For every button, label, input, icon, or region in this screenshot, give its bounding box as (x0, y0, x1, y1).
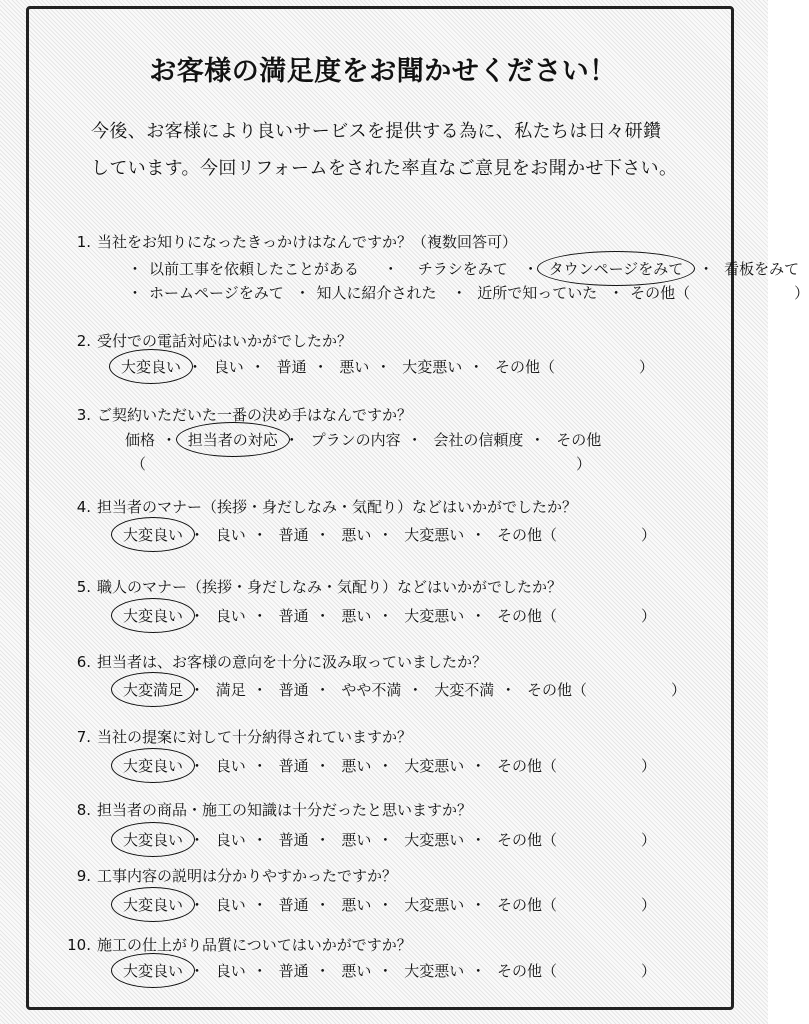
option-very-good[interactable]: 大変良い (119, 524, 187, 545)
question-10 (61, 934, 711, 955)
option-other[interactable]: その他（ (496, 831, 557, 849)
option-bad[interactable]: 悪い (339, 358, 370, 376)
option-previous-work[interactable]: 以前工事を依頼したことがある (149, 260, 360, 278)
option-other[interactable]: その他 (556, 431, 602, 449)
option-flyer[interactable]: チラシをみて (417, 260, 508, 278)
question-8 (69, 799, 719, 820)
option-very-bad[interactable]: 大変悪い (404, 896, 465, 914)
question-text: 当社の提案に対して十分納得されていますか？ (97, 728, 413, 746)
question-number: 5. (76, 578, 91, 596)
option-satisfied[interactable]: 満足 (215, 681, 246, 699)
question-6-options: 大変満足 ・ 満足 ・ 普通 ・ やや不満 ・ 大変不満 ・ その他（ ） (119, 679, 686, 700)
paren-close: ） (794, 284, 809, 302)
option-other[interactable]: その他（ (496, 526, 557, 544)
question-text: ご契約いただいた一番の決め手はなんですか？ (97, 406, 413, 424)
question-1 (69, 231, 719, 252)
option-plan-content[interactable]: プランの内容 (310, 431, 401, 449)
question-2 (69, 330, 719, 351)
intro-line-1: 今後、お客様により良いサービスを提供する為に、私たちは日々研鑽 (91, 121, 662, 142)
question-text: 担当者のマナー（挨拶・身だしなみ・気配り）などはいかがでしたか？ (97, 498, 578, 516)
option-very-good[interactable]: 大変良い (119, 755, 187, 776)
option-average[interactable]: 普通 (278, 896, 309, 914)
option-other[interactable]: その他（ (496, 896, 557, 914)
question-number: 10. (67, 936, 91, 954)
survey-sheet (26, 6, 809, 1010)
option-bad[interactable]: 悪い (341, 526, 372, 544)
question-4-options: 大変良い ・ 良い ・ 普通 ・ 悪い ・ 大変悪い ・ その他（ ） (119, 524, 656, 545)
option-average[interactable]: 普通 (278, 831, 309, 849)
intro-text (91, 113, 711, 187)
question-text: 施工の仕上がり品質についてはいかがですか？ (97, 936, 412, 954)
option-average[interactable]: 普通 (278, 607, 309, 625)
question-3-options: 価格 ・ 担当者の対応 ・ プランの内容 ・ 会社の信頼度 ・ その他 (121, 429, 605, 450)
option-good[interactable]: 良い (215, 831, 246, 849)
option-other[interactable]: その他（ (496, 962, 557, 980)
option-price[interactable]: 価格 (125, 431, 156, 449)
option-average[interactable]: 普通 (278, 962, 309, 980)
question-number: 1. (76, 233, 91, 251)
option-other[interactable]: その他（ (526, 681, 587, 699)
option-good[interactable]: 良い (215, 757, 246, 775)
option-other[interactable]: その他（ (496, 757, 557, 775)
option-bad[interactable]: 悪い (341, 607, 372, 625)
question-text: 当社をお知りになったきっかけはなんですか？（複数回答可） (97, 233, 518, 251)
question-1-options-row-2: ・ ホームページをみて ・ 知人に紹介された ・ 近所で知っていた ・ その他（ ） (127, 284, 809, 302)
question-3 (69, 404, 719, 425)
option-very-good[interactable]: 大変良い (119, 829, 187, 850)
option-referral[interactable]: 知人に紹介された (316, 284, 437, 302)
option-homepage[interactable]: ホームページをみて (149, 284, 284, 302)
option-staff-response[interactable]: 担当者の対応 (184, 429, 282, 450)
option-very-satisfied[interactable]: 大変満足 (119, 679, 187, 700)
question-6 (69, 651, 719, 672)
option-average[interactable]: 普通 (276, 358, 307, 376)
option-very-bad[interactable]: 大変悪い (404, 757, 465, 775)
question-5-options: 大変良い ・ 良い ・ 普通 ・ 悪い ・ 大変悪い ・ その他（ ） (119, 605, 656, 626)
option-very-dissatisfied[interactable]: 大変不満 (434, 681, 495, 699)
question-text: 担当者の商品・施工の知識は十分だったと思いますか？ (97, 801, 473, 819)
question-4 (69, 496, 719, 517)
question-number: 4. (76, 498, 91, 516)
option-very-good[interactable]: 大変良い (119, 960, 187, 981)
question-2-options: 大変良い ・ 良い ・ 普通 ・ 悪い ・ 大変悪い ・ その他（ ） (117, 356, 654, 377)
option-neighborhood[interactable]: 近所で知っていた (477, 284, 598, 302)
question-8-options: 大変良い ・ 良い ・ 普通 ・ 悪い ・ 大変悪い ・ その他（ ） (119, 829, 656, 850)
question-number: 6. (76, 653, 91, 671)
option-very-bad[interactable]: 大変悪い (402, 358, 463, 376)
question-number: 7. (76, 728, 91, 746)
intro-line-2: しています。今回リフォームをされた率直なご意見をお聞かせ下さい。 (91, 158, 678, 179)
option-company-trust[interactable]: 会社の信頼度 (433, 431, 524, 449)
option-good[interactable]: 良い (215, 526, 246, 544)
question-10-options: 大変良い ・ 良い ・ 普通 ・ 悪い ・ 大変悪い ・ その他（ ） (119, 960, 656, 981)
option-other[interactable]: その他（ (496, 607, 557, 625)
option-good[interactable]: 良い (213, 358, 244, 376)
question-text: 受付での電話対応はいかがでしたか？ (97, 332, 353, 350)
option-very-bad[interactable]: 大変悪い (404, 607, 465, 625)
option-other[interactable]: その他（ (494, 358, 555, 376)
question-number: 3. (76, 406, 91, 424)
option-very-bad[interactable]: 大変悪い (404, 831, 465, 849)
option-bad[interactable]: 悪い (341, 831, 372, 849)
option-good[interactable]: 良い (215, 896, 246, 914)
option-very-bad[interactable]: 大変悪い (404, 962, 465, 980)
question-1-options-row-1: ・ 以前工事を依頼したことがある ・ チラシをみて ・ タウンページをみて ・ 看板をみて (125, 258, 803, 279)
question-7 (69, 726, 719, 747)
option-bad[interactable]: 悪い (341, 757, 372, 775)
option-average[interactable]: 普通 (278, 757, 309, 775)
question-9 (69, 865, 719, 886)
option-good[interactable]: 良い (215, 607, 246, 625)
option-very-good[interactable]: 大変良い (117, 356, 185, 377)
question-number: 8. (76, 801, 91, 819)
question-number: 2. (76, 332, 91, 350)
question-3-other-field: （ ） (131, 455, 592, 473)
option-bad[interactable]: 悪い (341, 896, 372, 914)
option-somewhat-dissatisfied[interactable]: やや不満 (341, 681, 402, 699)
option-good[interactable]: 良い (215, 962, 246, 980)
question-text: 職人のマナー（挨拶・身だしなみ・気配り）などはいかがでしたか？ (97, 578, 563, 596)
question-number: 9. (76, 867, 91, 885)
question-text: 工事内容の説明は分かりやすかったですか？ (97, 867, 398, 885)
option-average[interactable]: 普通 (278, 681, 309, 699)
question-9-options: 大変良い ・ 良い ・ 普通 ・ 悪い ・ 大変悪い ・ その他（ ） (119, 894, 656, 915)
option-bad[interactable]: 悪い (341, 962, 372, 980)
option-signboard[interactable]: 看板をみて (724, 260, 800, 278)
question-7-options: 大変良い ・ 良い ・ 普通 ・ 悪い ・ 大変悪い ・ その他（ ） (119, 755, 656, 776)
question-text: 担当者は、お客様の意向を十分に汲み取っていましたか？ (97, 653, 488, 671)
option-town-page[interactable]: タウンページをみて (545, 258, 688, 279)
question-5 (69, 576, 719, 597)
option-very-good[interactable]: 大変良い (119, 605, 187, 626)
option-other[interactable]: その他（ (630, 284, 691, 302)
option-very-bad[interactable]: 大変悪い (404, 526, 465, 544)
survey-title: お客様の満足度をお聞かせください！ (149, 56, 617, 87)
option-very-good[interactable]: 大変良い (119, 894, 187, 915)
option-average[interactable]: 普通 (278, 526, 309, 544)
